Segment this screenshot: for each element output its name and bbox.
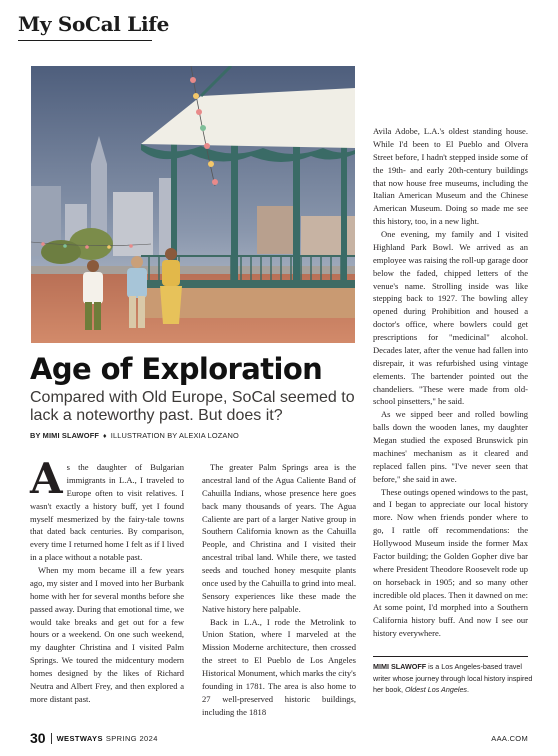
section-rule (18, 40, 152, 41)
section-title: My SoCal Life (18, 12, 170, 36)
paragraph-text: s the daughter of Bulgarian immigrants in L.A., I traveled to Europe often to visit relatives. I wasn't exactly a history buff, yet I found myself mesmerized by the fairy-tale towns that dated back centuries. By comparison, every time I returned home I felt as if I lived in a place without a notable past. (30, 462, 184, 563)
article-dek: Compared with Old Europe, SoCal seemed to lack a noteworthy past. But does it? (30, 389, 355, 424)
site-url: AAA.COM (491, 734, 528, 743)
paragraph (30, 454, 184, 564)
magazine-name: WESTWAYS (56, 733, 103, 743)
drop-cap: A (30, 454, 63, 503)
article-headline: Age of Exploration (30, 352, 323, 386)
column-2 (202, 461, 356, 719)
bio-end: . (467, 685, 470, 695)
page-number: 30 (30, 730, 46, 746)
paragraph: These outings opened windows to the past, and I began to appreciate our local history more. Now when friends ponder where to go, I rattle off recommendations: the Hollywood Museum inside the former Max Factor building; the Golden Gopher dive bar where President Theodore Roosevelt rode up on horseback in 1905; and so many other incredible old places. Then it dawned on me: At some point, I'd morphed into a Southern California history buff. And now I see our history everywhere. (373, 486, 528, 639)
paragraph: Back in L.A., I rode the Metrolink to Union Station, where I marveled at the Mission Moderne architecture, then crossed the street to El Pueblo de Los Angeles Historical Monument, which marks the city's founding in 1781. The area is also home to 27 well-preserved historic buildings, including the 1818 (202, 616, 356, 717)
paragraph: When my mom became ill a few years ago, my sister and I moved into her Burbank home with her for several months before she passed away. During that emotional time, we would take breaks and get out for a few hours or a weekend. On one such weekend, my daughter Christina and I visited Palm Springs. We toured the midcentury modern homes designed by the likes of Richard Neutra and Albert Frey, and then explored a more distant past. (30, 565, 184, 704)
issue-date: SPRING 2024 (105, 733, 158, 743)
diamond-separator-icon: ♦ (103, 433, 107, 440)
author-bio (373, 661, 533, 696)
paragraph: One evening, my family and I visited Highland Park Bowl. We arrived as an employee was raising the roll-up garage door below the faded, chipped letters of the venue's name. Strolling inside was like stepping back to 1927. The bowling alley opened during Prohibition and housed a doctor's office, where bowlers could get prescriptions for "medicinal" alcohol. Decades later, after the venue had fallen into disrepair, it was refurbished using vintage elements. The bartender pointed out the chandeliers. "These were made from old-school pinsetters," he said. (373, 229, 528, 407)
byline (30, 431, 239, 440)
byline-illustrator: ILLUSTRATION BY ALEXIA LOZANO (110, 431, 239, 440)
paragraph: The greater Palm Springs area is the ancestral land of the Agua Caliente Band of Cahuilla Indians, whose presence here goes back many thousands of years. The Agua Caliente are part of a larger Native group in Southern California known as the Cahuilla People, and Christina and I visited their ancestral tribal land. While there, we tasted seeds and touched honey mesquite plants once used by the Cahuilla to grind into meal. Sensory experiences like these made the Native history here palpable. (202, 462, 356, 614)
folio-divider (51, 733, 52, 744)
column-1 (30, 454, 184, 706)
bio-book-title: Oldest Los Angeles (404, 685, 468, 695)
page-folio (30, 730, 158, 746)
paragraph: Avila Adobe, L.A.'s oldest standing house. While I'd been to El Pueblo and Olvera Street before, I hadn't stepped inside some of the 19th- and early 20th-century buildings that now house free museums, including the Italian American Museum and the Chinese American Museum. Doing so made me see this history, too, in a new light. (373, 126, 528, 227)
byline-author: BY MIMI SLAWOFF (30, 431, 100, 440)
bandstand-illustration (31, 66, 355, 343)
paragraph: As we sipped beer and rolled bowling balls down the wooden lanes, my daughter Megan studied the exposed Brunswick pin machines' mechanism as it cleared and replaced fallen pins. "I've never seen that before," she said in awe. (373, 409, 528, 484)
column-3 (373, 125, 528, 640)
bio-rule (373, 656, 528, 657)
bio-name: MIMI SLAWOFF (373, 662, 427, 671)
bio-text: is a Los Angeles-based travel writer whose journey through local history inspired her book, (373, 662, 533, 695)
